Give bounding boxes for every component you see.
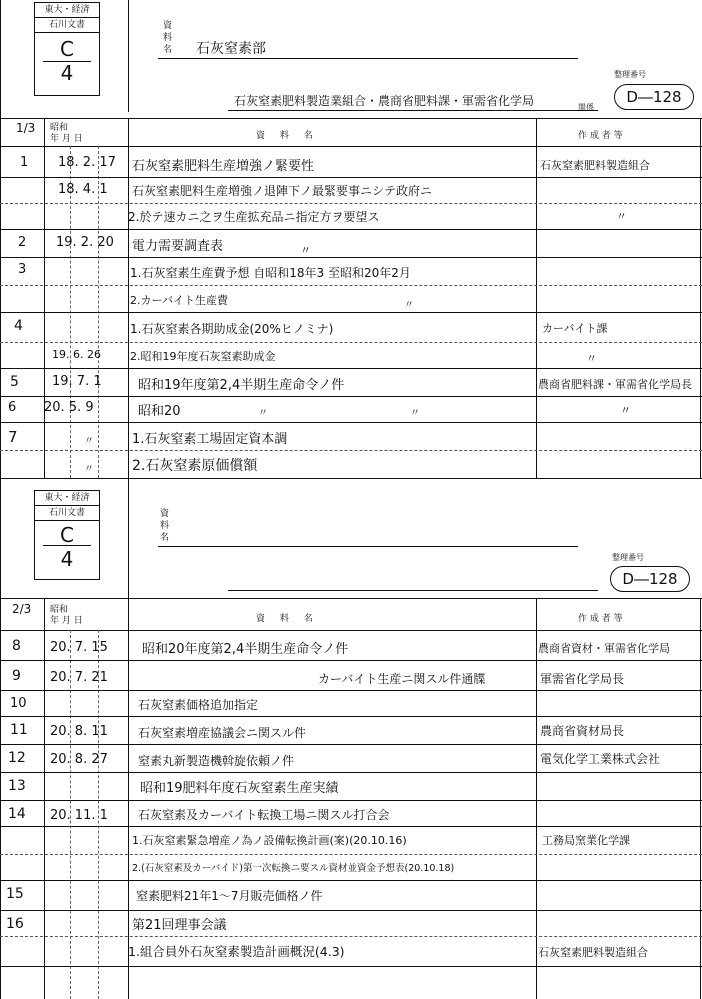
- row-title: 電力需要調査表: [132, 239, 224, 254]
- doc-label-2: 料: [163, 33, 173, 43]
- class-no-label: 整理番号: [614, 70, 646, 79]
- header-era: 昭和: [50, 605, 69, 615]
- ditto-mark: 〃: [404, 300, 414, 311]
- row-number: 2: [18, 235, 27, 250]
- row-title: 2.昭和19年度石灰窒素助成金: [130, 350, 276, 363]
- row-author: カーバイト課: [542, 322, 608, 335]
- row-number: 13: [8, 778, 26, 794]
- stamp-line1: 東大・経済: [35, 3, 99, 18]
- row-author: 工務局窯業化学課: [542, 834, 630, 847]
- doc-label-2: 料: [160, 521, 170, 531]
- org-line: 石灰窒素肥料製造業組合・農商省肥料課・軍需省化学局: [234, 94, 535, 108]
- row-number: 14: [8, 806, 26, 822]
- row-date: 20. 11. 1: [50, 808, 108, 823]
- row-author: 石灰窒素肥料製造組合: [540, 159, 650, 172]
- header-author: 作 成 者 等: [578, 614, 623, 624]
- row-title: 第21回理事会議: [132, 918, 227, 933]
- archive-stamp: [34, 490, 100, 580]
- row-author: 農商省資材・軍需省化学局: [538, 642, 670, 655]
- header-material: 資 料 名: [256, 614, 319, 624]
- row-title: 1.石灰窒素生産費予想 自昭和18年3 至昭和20年2月: [130, 266, 411, 280]
- page-indicator: 2/3: [12, 602, 32, 616]
- stamp-line2: 石川文書: [35, 506, 99, 521]
- row-number: 7: [8, 428, 18, 446]
- stamp-number: 4: [60, 547, 74, 571]
- row-author: 農商省資材局長: [540, 724, 625, 738]
- row-title: 1.石灰窒素緊急増産ノ為ノ設備転換計画(案)(20.10.16): [132, 834, 407, 847]
- row-date: 20. 7. 21: [50, 670, 108, 685]
- archive-stamp: [34, 2, 100, 96]
- ditto-mark: 〃: [258, 408, 268, 419]
- row-number: 15: [6, 886, 24, 902]
- row-number: 9: [12, 668, 21, 684]
- row-number: 5: [10, 374, 19, 390]
- row-title: 2.カーバイト生産費: [130, 294, 228, 307]
- row-author: 農商省肥料課・軍需省化学局長: [538, 378, 692, 391]
- row-date: 20. 8. 27: [50, 752, 108, 767]
- stamp-letter: C: [60, 37, 74, 61]
- row-title: 窒素肥料21年1〜7月販売価格ノ件: [136, 889, 323, 903]
- row-title: 石灰窒素及カーバイト転換工場ニ関スル打合会: [138, 808, 390, 822]
- row-number: 1: [20, 155, 29, 170]
- row-number: 8: [12, 638, 21, 654]
- stamp-letter: C: [60, 523, 74, 547]
- row-date: 19. 6. 26: [52, 348, 101, 361]
- class-number: D―128: [614, 84, 694, 110]
- ditto-mark: 〃: [84, 464, 94, 475]
- row-title: 1.組合員外石灰窒素製造計画概況(4.3): [128, 944, 345, 959]
- doc-name: 石灰窒素部: [196, 41, 266, 57]
- row-number: 16: [6, 916, 24, 932]
- row-number: 3: [18, 262, 27, 277]
- ditto-mark: 〃: [84, 436, 94, 447]
- row-date: 19. 2. 20: [56, 235, 114, 250]
- stamp-number: 4: [60, 61, 74, 85]
- page-indicator: 1/3: [16, 121, 36, 135]
- row-number: 11: [10, 722, 28, 738]
- row-title: 石灰窒素増産協議会ニ関スル件: [138, 726, 307, 740]
- row-author: 石灰窒素肥料製造組合: [538, 946, 648, 959]
- row-title: 昭和20年度第2,4半期生産命令ノ件: [142, 642, 349, 657]
- row-date: 20. 7. 15: [50, 640, 108, 655]
- doc-label-1: 資: [160, 509, 170, 519]
- row-number: 4: [14, 318, 23, 334]
- row-title: カーバイト生産ニ関スル件通牒: [318, 672, 486, 686]
- row-title: 2.於テ速カニ之ヲ生産拡充品ニ指定方ヲ要望ス: [128, 210, 380, 224]
- doc-label-3: 名: [163, 45, 173, 55]
- org-suffix: 関係: [578, 103, 594, 112]
- row-title: 2.(石灰窒素及カーバイド)第一次転換ニ要スル資材並資金予想表(20.10.18): [132, 863, 455, 874]
- row-date: 19. 7. 1: [52, 374, 102, 389]
- row-author: 〃: [586, 352, 597, 365]
- row-author: 電気化学工業株式会社: [540, 752, 661, 766]
- row-author: 〃: [300, 244, 311, 257]
- row-author: 〃: [620, 404, 631, 417]
- class-no-label: 整理番号: [612, 553, 644, 562]
- row-title: 昭和20: [138, 404, 181, 419]
- row-title: 窒素丸新製造機斡旋依頼ノ件: [138, 754, 295, 768]
- ditto-mark: 〃: [410, 408, 420, 419]
- row-title: 昭和19年度第2,4半期生産命令ノ件: [138, 378, 345, 393]
- row-title: 石灰窒素肥料生産増強ノ退陣下ノ最緊要事ニシテ政府ニ: [132, 184, 433, 198]
- stamp-line1: 東大・経済: [35, 491, 99, 506]
- header-date: 年 月 日: [50, 134, 83, 144]
- row-date: 18. 2. 17: [58, 155, 116, 170]
- row-date: 20. 5. 9: [44, 400, 94, 415]
- row-date: 20. 8. 11: [50, 724, 108, 739]
- row-title: 石灰窒素価格追加指定: [138, 698, 259, 712]
- class-number: D―128: [610, 566, 690, 592]
- header-author: 作 成 者 等: [578, 131, 623, 141]
- row-title: 2.石灰窒素原価償額: [132, 458, 258, 474]
- row-title: 1.石灰窒素工場固定資本調: [132, 432, 288, 447]
- row-author: 軍需省化学局長: [540, 672, 625, 686]
- header-date: 年 月 日: [50, 616, 83, 626]
- row-title: 昭和19肥料年度石灰窒素生産実績: [140, 781, 339, 796]
- row-title: 石灰窒素肥料生産増強ノ緊要性: [132, 159, 315, 174]
- row-number: 12: [8, 750, 26, 766]
- doc-label-1: 資: [163, 21, 173, 31]
- row-date: 18. 4. 1: [58, 182, 108, 197]
- header-era: 昭和: [50, 123, 69, 133]
- doc-label-3: 名: [160, 533, 170, 543]
- row-number: 10: [10, 696, 27, 711]
- header-material: 資 料 名: [256, 131, 319, 141]
- row-title: 1.石灰窒素各期助成金(20%ヒノミナ): [130, 322, 334, 336]
- row-author: 〃: [616, 210, 627, 223]
- row-number: 6: [8, 400, 17, 415]
- stamp-line2: 石川文書: [35, 18, 99, 33]
